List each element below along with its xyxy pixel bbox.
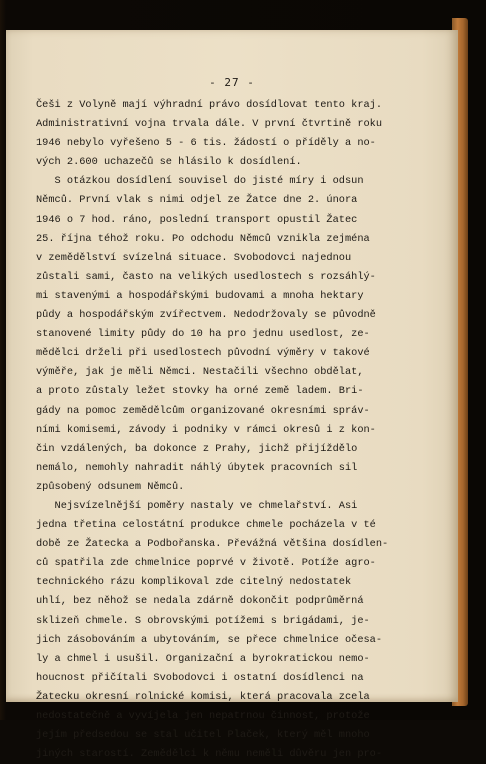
text-line: čin vzdálených, ba dokonce z Prahy, jichž přijíždělo [36,442,358,455]
text-line: Němců. První vlak s nimi odjel ze Žatce dne 2. února [36,194,358,207]
text-line: Žatecku okresní rolnické komisi, která pracovala zcela [36,690,370,703]
text-line: způsobený odsunem Němců. [36,480,185,493]
text-line: a proto zůstaly ležet stovky ha orné země ladem. Bri- [36,385,364,398]
text-line: mi stavenými a hospodářskými budovami a mnoha hektary [36,289,364,302]
page-number: - 27 - [209,76,255,89]
text-line: době ze Žatecka a Podbořanska. Převážná většina dosídlen- [36,538,389,551]
text-line: houcnost přičítali Svobodovci i ostatní dosídlenci na [36,671,364,684]
text-line: v zemědělství svízelná situace. Svobodovci najednou [36,251,352,264]
text-line: Administrativní vojna trvala dále. V první čtvrtině roku [36,118,383,131]
text-line: ly a chmel i usušil. Organizační a byrokratickou nemo- [36,652,370,665]
text-line: jich zásobováním a ubytováním, se přece chmelnice očesa- [36,633,383,646]
text-line: Češi z Volyně mají výhradní právo dosídlovat tento kraj. [36,99,383,111]
text-line: jedna třetina celostátní produkce chmele pocházela v té [36,519,376,532]
text-line: vých 2.600 uchazečů se hlásilo k dosídlení. [36,156,302,169]
text-line: uhlí, bez něhož se nedala zdárně dokončit podprůměrná [36,595,364,608]
text-line: 1946 o 7 hod. ráno, poslední transport opustil Žatec [36,213,358,226]
book-page [6,30,458,761]
text-line: ců spatřila zde chmelnice poprvé v životě. Potíže agro- [36,557,376,570]
text-line: stanovené limity půdy do 10 ha pro jednu usedlost, ze- [36,328,370,341]
text-line: mědělci drželi při usedlostech původní výměry v takové [36,347,370,360]
text-line: výměře, jak je měli Němci. Nestačili všechno obdělat, [36,366,364,379]
text-line: půdy a hospodářským zvířectvem. Nedodržovaly se původně [36,309,376,322]
text-line: technického rázu komplikoval zde citelný nedostatek [36,576,352,589]
text-line: gády na pomoc zemědělcům organizované okresními správ- [36,404,370,417]
text-line: sklizeň chmele. S obrovskými potížemi s brigádami, je- [36,614,370,627]
page-body-text [36,96,456,764]
text-line: jejím předsedou se stal učitel Plaček, který měl mnoho [36,729,370,742]
text-line: 25. října téhož roku. Po odchodu Němců vznikla zejména [36,232,370,245]
text-line: Nejsvízelnější poměry nastaly ve chmelařství. Asi [36,499,358,512]
text-line: nedostatečně a vyvíjela jen nepatrnou činnost, protože [36,710,370,722]
text-line: 1946 nebylo vyřešeno 5 - 6 tis. žádostí o příděly a no- [36,137,376,150]
text-line: S otázkou dosídlení souvisel do jisté míry i odsun [36,175,364,188]
text-line: ními komisemi, závody i podniky v rámci okresů i z kon- [36,423,376,436]
text-line: jiných starostí. Zemědělci k němu neměli důvěru jen pro- [36,748,383,761]
text-line: zůstali sami, často na velikých usedlostech s rozsáhlý- [36,270,376,283]
text-line: nemálo, nemohly nahradit náhlý úbytek pracovních sil [36,461,358,474]
